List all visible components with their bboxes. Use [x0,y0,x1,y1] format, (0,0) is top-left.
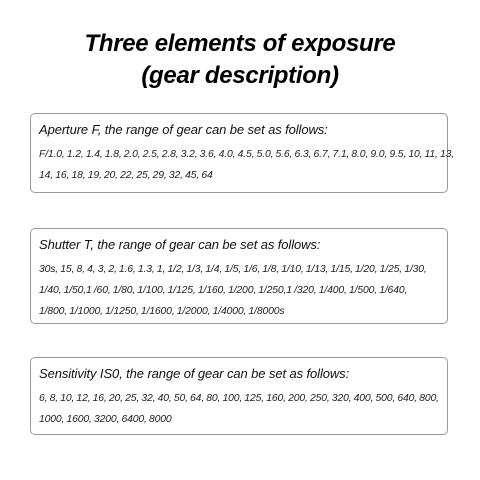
aperture-heading: Aperture F, the range of gear can be set as follows: [39,122,328,137]
title-line-2: (gear description) [141,62,339,89]
aperture-values [39,144,455,186]
title-line-1: Three elements of exposure [84,30,396,57]
sensitivity-values-line: 1000, 1600, 3200, 6400, 8000 [39,414,172,425]
shutter-values-line: 30s, 15, 8, 4, 3, 2, 1.6, 1.3, 1, 1/2, 1/3, 1/4, 1/5, 1/6, 1/8, 1/10, 1/13, 1/15, 1/20, 1/25, 1/30, [39,264,427,275]
sensitivity-card [30,357,448,435]
sensitivity-heading: Sensitivity IS0, the range of gear can be set as follows: [39,366,350,381]
shutter-values-line: 1/800, 1/1000, 1/1250, 1/1600, 1/2000, 1/4000, 1/8000s [39,306,285,317]
shutter-heading: Shutter T, the range of gear can be set as follows: [39,237,321,252]
sensitivity-values-line: 6, 8, 10, 12, 16, 20, 25, 32, 40, 50, 64, 80, 100, 125, 160, 200, 250, 320, 400, 500, 640, 800, [39,393,439,404]
sensitivity-values [39,388,439,430]
aperture-card [30,113,455,193]
page-title [0,28,480,92]
aperture-values-line: F/1.0, 1.2, 1.4, 1.8, 2.0, 2.5, 2.8, 3.2, 3.6, 4.0, 4.5, 5.0, 5.6, 6.3, 6.7, 7.1, 8.0, 9.0, 9.5, 10, 11, 13, [39,149,455,160]
shutter-card [30,228,448,324]
shutter-values [39,259,439,322]
aperture-values-line: 14, 16, 18, 19, 20, 22, 25, 29, 32, 45, 64 [39,170,213,181]
shutter-values-line: 1/40, 1/50,1 /60, 1/80, 1/100, 1/125, 1/160, 1/200, 1/250,1 /320, 1/400, 1/500, 1/640, [39,285,408,296]
